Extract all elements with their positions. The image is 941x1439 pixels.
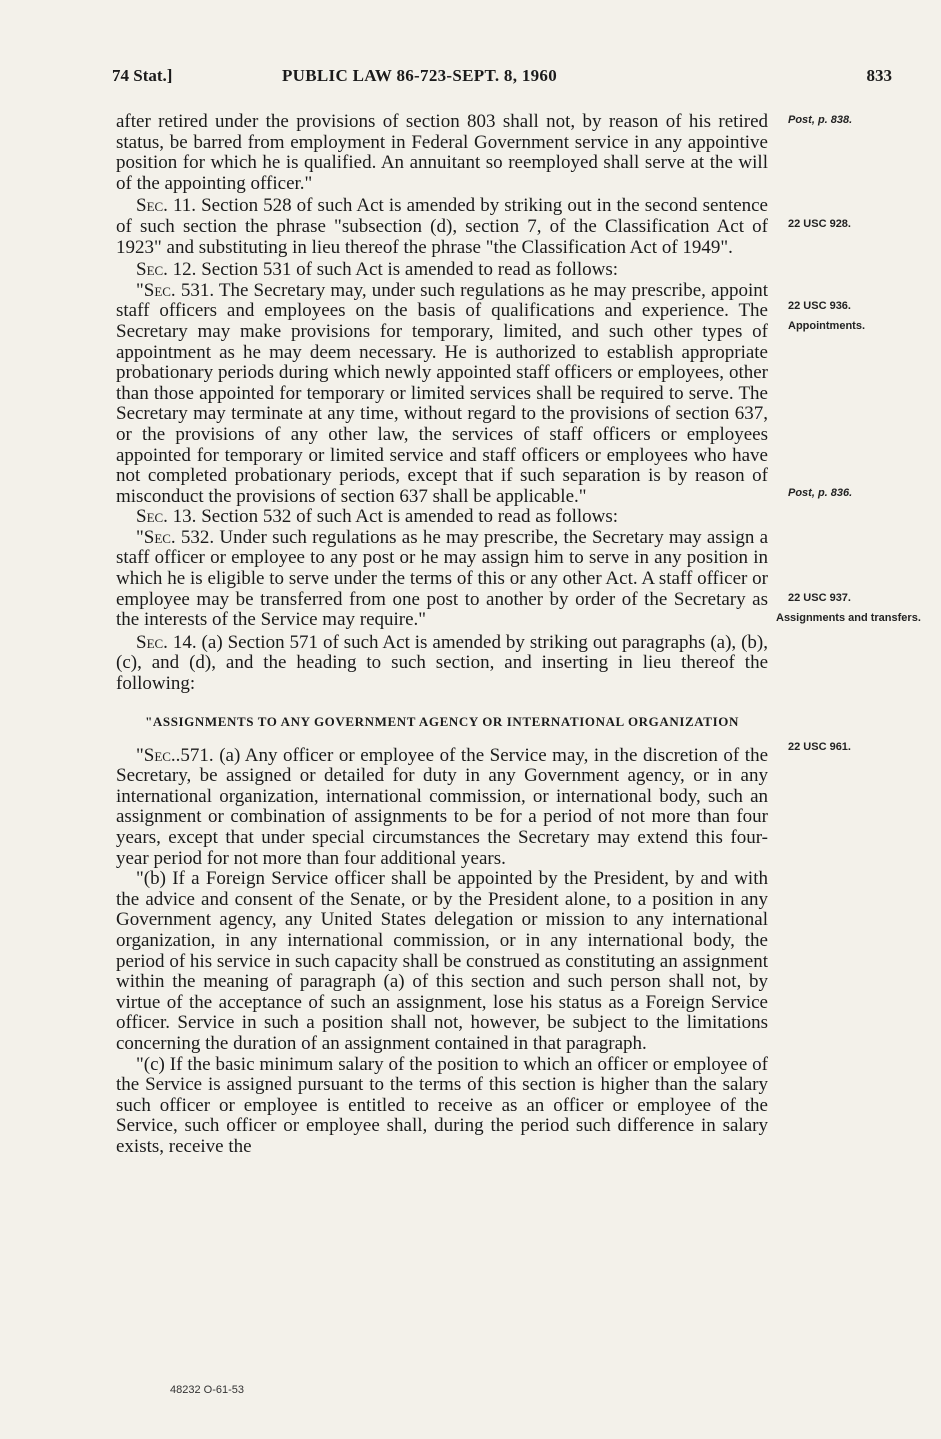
print-code: 48232 O-61-53 bbox=[170, 1384, 244, 1396]
section-heading: "ASSIGNMENTS TO ANY GOVERNMENT AGENCY OR INTERNATIONAL ORGANIZATION bbox=[145, 713, 739, 729]
section-text: (a) Any officer or employee of the Service may, in the discretion of the Secretary, be assigned or detailed for duty in any Government agency, or in any international organization, international commission, or international body, such an assignment or combination of assignments to be for a period of not more than four years, except that under special circumstances the Secretary may extend this four-year period for not more than four additional years. bbox=[116, 744, 768, 869]
margin-note-post-836: Post, p. 836. bbox=[788, 487, 853, 499]
section-text: Section 528 of such Act is amended by striking out in the second sentence of such section the phrase "subsection (d), section 7, of the Classification Act of 1923" and substituting in lieu thereof the phrase "the Classification Act of 1949". bbox=[116, 195, 768, 258]
margin-note-22-usc-928: 22 USC 928. bbox=[788, 218, 851, 230]
paragraph-c: "(c) If the basic minimum salary of the position to which an officer or employee of the Service is assigned pursuant to the terms of this section is higher than the salary such officer or employee is entitled to receive as an officer or employee of the Service, such officer or employee shall, during the period such difference in salary exists, receive the bbox=[116, 1053, 768, 1157]
margin-note-22-usc-961: 22 USC 961. bbox=[788, 741, 851, 753]
paragraph-continuation: after retired under the provisions of section 803 shall not, by reason of his retired status, be barred from employment in Federal Government service in any appointive position for which he is qualified. An annuitant so reemployed shall serve at the will of the appointing officer." bbox=[116, 111, 768, 194]
section-label: Sec. 14. bbox=[136, 631, 197, 653]
section-13 bbox=[116, 507, 768, 528]
section-label: "Sec. 531. bbox=[136, 279, 215, 301]
section-531-text bbox=[116, 281, 768, 508]
section-text: Under such regulations as he may prescribe, the Secretary may assign a staff officer or employee to any post or he may assign him to serve in any position in which he is eligible to serve under the terms of this or any other Act. A staff officer or employee may be transferred from one post to another by order of the Secretary as the interests of the Service may require." bbox=[116, 526, 769, 631]
section-text: Section 532 of such Act is amended to read as follows: bbox=[196, 506, 619, 528]
section-532-text bbox=[116, 528, 768, 631]
section-text: (a) Section 571 of such Act is amended by striking out paragraphs (a), (b), (c), and (d), and the heading to such section, and inserting in lieu thereof the following: bbox=[116, 631, 769, 695]
statute-reference: 74 Stat.] bbox=[112, 66, 173, 85]
margin-note-post-838: Post, p. 838. bbox=[788, 114, 853, 126]
page-header bbox=[112, 66, 892, 92]
section-label: "Sec. 532. bbox=[136, 526, 215, 548]
margin-note-assignments-transfers: Assignments and transfers. bbox=[776, 612, 921, 624]
paragraph-b: "(b) If a Foreign Service officer shall be appointed by the President, by and with the advice and consent of the Senate, or by the President alone, to a position in any Government agency, any United States delegation or mission to any international organization, in any international commission, or in any international body, the period of his service in such capacity shall be construed as constituting an assignment within the meaning of paragraph (a) of this section and such person shall not, by virtue of the acceptance of such an assignment, lose his status as a Foreign Service officer. Service in such a position shall not, however, be subject to the limitations concerning the duration of an assignment contained in that paragraph. bbox=[116, 868, 768, 1054]
page-title: PUBLIC LAW 86-723-SEPT. 8, 1960 bbox=[282, 66, 558, 85]
page-number: 833 bbox=[866, 66, 892, 85]
margin-note-appointments: Appointments. bbox=[788, 320, 865, 332]
section-label: Sec. 11. bbox=[136, 195, 197, 217]
section-571-text bbox=[116, 746, 768, 870]
margin-note-22-usc-937: 22 USC 937. bbox=[788, 592, 851, 604]
body-text bbox=[116, 112, 768, 1158]
section-14 bbox=[116, 633, 768, 695]
section-11 bbox=[116, 196, 768, 258]
section-12 bbox=[116, 260, 768, 281]
section-label: Sec. 13. bbox=[136, 506, 197, 528]
section-label: "Sec..571. bbox=[136, 744, 214, 766]
section-text: Section 531 of such Act is amended to read as follows: bbox=[196, 259, 619, 281]
section-label: Sec. 12. bbox=[136, 259, 197, 281]
margin-note-22-usc-936: 22 USC 936. bbox=[788, 300, 851, 312]
section-text: The Secretary may, under such regulations as he may prescribe, appoint staff officers and employees on the basis of qualifications and experience. The Secretary may make provisions for temporary, limited, and such other types of appointment as he may deem necessary. He is authorized to establish appropriate probationary periods during which newly appointed staff officers or employees, other than those appointed for temporary or limited services shall be required to serve. The Secretary may terminate at any time, without regard to the provisions of section 637, or the provisions of any other law, the services of staff officers or employees appointed for temporary or limited service and staff officers or employees who have not completed probationary periods, except that if such separation is by reason of misconduct the provisions of section 637 shall be applicable." bbox=[116, 279, 769, 507]
